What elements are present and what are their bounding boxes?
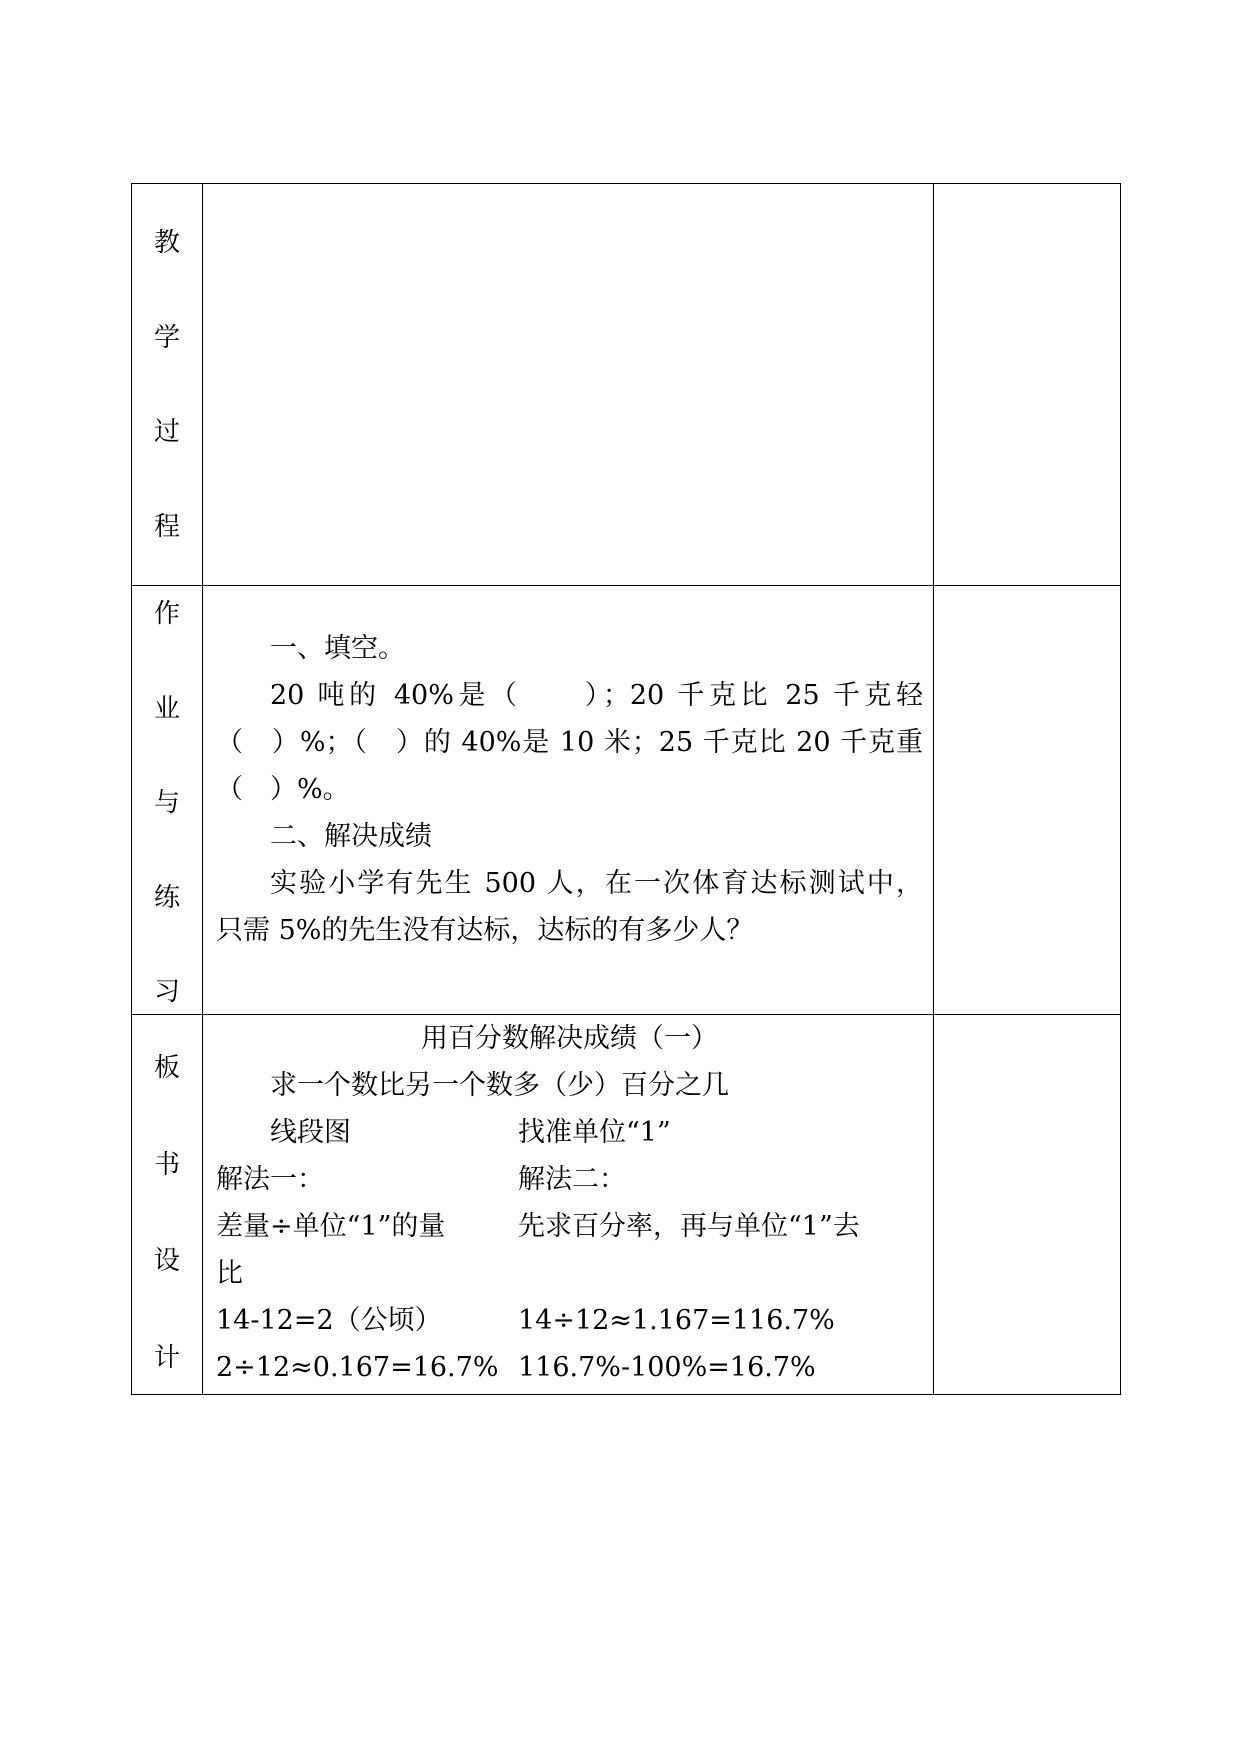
line-diagram-label: 线段图 bbox=[270, 1117, 351, 1148]
method-one-calc: 2÷12≈0.167=16.7% bbox=[216, 1352, 499, 1383]
teaching-process-content bbox=[203, 184, 934, 586]
label-char: 业 bbox=[153, 693, 180, 724]
label-char: 作 bbox=[153, 599, 180, 629]
homework-line: 实验小学有先生 500 人，在一次体育达标测试中， bbox=[270, 868, 923, 899]
method-two-spacer bbox=[518, 1250, 923, 1297]
teaching-process-notes bbox=[934, 184, 1121, 586]
homework-content bbox=[203, 586, 934, 1015]
problem-heading: 二、解决成绩 bbox=[270, 821, 432, 852]
method-two-calc: 14÷12≈1.167=116.7% bbox=[518, 1305, 835, 1336]
board-design-label bbox=[132, 1015, 203, 1395]
label-char: 练 bbox=[153, 882, 180, 913]
board-title: 用百分数解决成绩（一） bbox=[421, 1023, 718, 1054]
label-char: 与 bbox=[153, 788, 180, 818]
label-char: 书 bbox=[153, 1149, 180, 1180]
homework-row bbox=[132, 586, 1121, 1015]
board-design-notes bbox=[934, 1015, 1121, 1395]
board-subtitle: 求一个数比另一个数多（少）百分之几 bbox=[270, 1070, 729, 1101]
fill-blank-heading: 一、填空。 bbox=[270, 633, 405, 664]
method-two-column bbox=[518, 1109, 923, 1391]
homework-line: （ ）%。 bbox=[216, 774, 350, 805]
homework-line: 只需 5%的先生没有达标，达标的有多少人？ bbox=[216, 915, 754, 946]
homework-notes bbox=[934, 586, 1121, 1015]
homework-label bbox=[132, 586, 203, 1015]
method-one-formula: 差量÷单位“1”的量 bbox=[216, 1211, 446, 1242]
method-two-heading: 解法二： bbox=[518, 1164, 626, 1195]
board-design-row bbox=[132, 1015, 1121, 1395]
label-char: 设 bbox=[153, 1246, 180, 1277]
method-one-formula-wrap: 比 bbox=[216, 1258, 243, 1289]
unit-one-label: 找准单位“1” bbox=[518, 1117, 671, 1148]
label-char: 教 bbox=[153, 228, 180, 258]
homework-line: 20 吨的 40%是（ ）；20 千克比 25 千克轻 bbox=[270, 680, 923, 711]
method-two-calc: 116.7%-100%=16.7% bbox=[518, 1352, 816, 1383]
label-char: 学 bbox=[153, 322, 180, 353]
label-char: 程 bbox=[153, 511, 180, 542]
homework-line: （ ）%；（ ）的 40%是 10 米；25 千克比 20 千克重 bbox=[216, 727, 923, 758]
board-two-columns bbox=[216, 1109, 923, 1391]
label-char: 过 bbox=[153, 417, 180, 448]
method-one-column bbox=[216, 1109, 518, 1391]
method-one-calc: 14-12=2（公顷） bbox=[216, 1305, 442, 1336]
method-one-heading: 解法一： bbox=[216, 1164, 324, 1195]
teaching-process-label bbox=[132, 184, 203, 586]
label-char: 习 bbox=[153, 977, 180, 1007]
method-two-formula: 先求百分率，再与单位“1”去 bbox=[518, 1211, 860, 1242]
board-design-content bbox=[203, 1015, 934, 1395]
label-char: 计 bbox=[153, 1342, 180, 1373]
teaching-process-row bbox=[132, 184, 1121, 586]
lesson-plan-table bbox=[131, 183, 1121, 1395]
label-char: 板 bbox=[153, 1053, 180, 1083]
